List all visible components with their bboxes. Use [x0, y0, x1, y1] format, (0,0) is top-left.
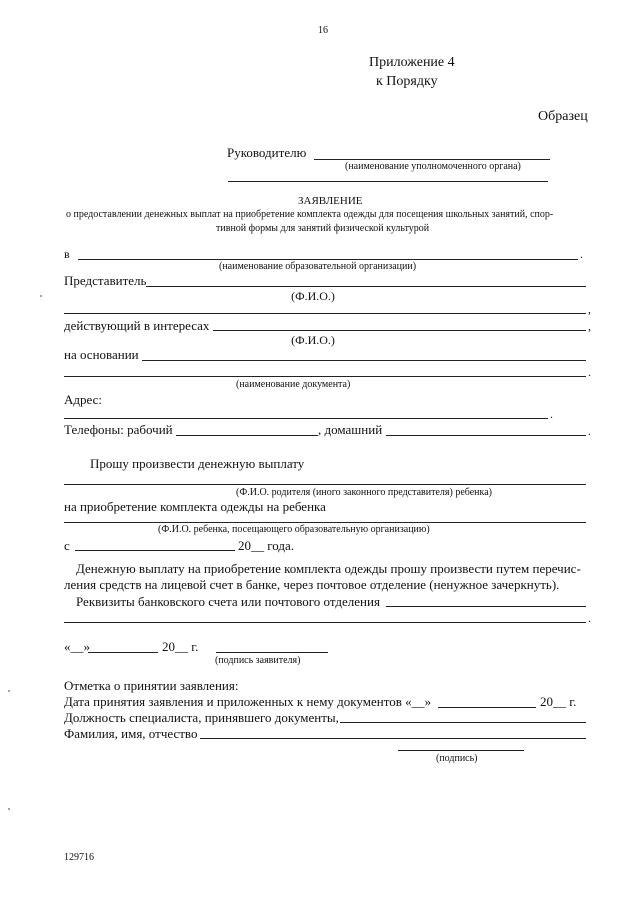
address-line	[64, 418, 548, 419]
addressee-line	[314, 159, 550, 160]
purchase-text: на приобретение комплекта одежды на ребенка	[64, 499, 326, 514]
acceptance-fio-line	[200, 738, 586, 739]
request-text: Прошу произвести денежную выплату	[90, 456, 305, 471]
parent-line	[64, 484, 586, 485]
address-label: Адрес:	[64, 392, 102, 407]
document-title: ЗАЯВЛЕНИЕ	[298, 195, 363, 207]
scan-speck	[40, 295, 42, 297]
bank-details-line-2	[64, 622, 586, 623]
basis-line	[142, 360, 586, 361]
signature-year: 20__ г.	[162, 639, 199, 654]
document-caption: (наименование документа)	[236, 379, 351, 390]
acceptance-date-label: Дата принятия заявления и приложенных к нему документов «__»	[64, 694, 432, 709]
footer-code: 129716	[64, 852, 94, 863]
acting-line	[213, 330, 586, 331]
acceptance-year: 20__ г.	[540, 694, 577, 709]
representative-label: Представитель	[64, 273, 147, 288]
acceptance-signature-line	[398, 750, 524, 751]
from-prefix: с	[64, 538, 70, 553]
basis-label: на основании	[64, 347, 139, 362]
phone-work-line	[176, 435, 318, 436]
signature-date-line	[88, 652, 158, 653]
acceptance-fio-label: Фамилия, имя, отчество	[64, 726, 198, 741]
acceptance-heading: Отметка о принятии заявления:	[64, 678, 239, 693]
school-prefix: в	[64, 247, 70, 261]
acceptance-position-line	[340, 722, 586, 723]
appendix-number: Приложение 4	[369, 55, 455, 70]
scan-speck	[8, 808, 10, 810]
acceptance-position-label: Должность специалиста, принявшего документы,	[64, 710, 339, 725]
bank-details-label: Реквизиты банковского счета или почтового отделения	[76, 594, 380, 609]
from-year: 20__ года.	[238, 538, 295, 553]
child-line	[64, 522, 586, 523]
page-number: 16	[318, 25, 328, 36]
representative-fio-caption: (Ф.И.О.)	[291, 289, 335, 303]
school-caption: (наименование образовательной организации)	[219, 261, 417, 272]
acting-label: действующий в интересах	[64, 318, 210, 333]
acceptance-signature-caption: (подпись)	[436, 753, 478, 764]
child-caption: (Ф.И.О. ребенка, посещающего образовательную организацию)	[158, 524, 430, 535]
phone-home-line	[386, 435, 586, 436]
representative-line-2	[64, 313, 586, 314]
document-subtitle-2: тивной формы для занятий физической культурой	[216, 223, 430, 234]
appendix-order: к Порядку	[376, 74, 438, 89]
sample-label: Образец	[538, 109, 588, 124]
document-subtitle-1: о предоставлении денежных выплат на приобретение комплекта одежды для посещения школьных занятий, спор-	[66, 209, 554, 220]
signature-caption: (подпись заявителя)	[215, 655, 301, 666]
scan-speck	[8, 690, 10, 692]
payment-line-2: ления средств на лицевой счет в банке, через почтовое отделение (ненужное зачеркнуть).	[64, 577, 560, 592]
parent-caption: (Ф.И.О. родителя (иного законного представителя) ребенка)	[236, 487, 492, 498]
addressee-line-2	[228, 181, 548, 182]
representative-line	[146, 286, 586, 287]
from-date-line	[75, 550, 235, 551]
acting-fio-caption: (Ф.И.О.)	[291, 333, 335, 347]
signature-line	[216, 652, 328, 653]
basis-line-2	[64, 376, 586, 377]
school-line	[78, 259, 578, 260]
addressee-caption: (наименование уполномоченного органа)	[345, 161, 521, 172]
bank-details-line	[386, 606, 586, 607]
phone-work-label: Телефоны: рабочий	[64, 422, 173, 437]
acceptance-date-line	[438, 707, 536, 708]
payment-line-1: Денежную выплату на приобретение комплекта одежды прошу произвести путем перечис-	[76, 561, 581, 576]
signature-date-open: «__»	[64, 639, 90, 654]
addressee-label: Руководителю	[227, 145, 307, 160]
phone-home-label: , домашний	[318, 422, 383, 437]
